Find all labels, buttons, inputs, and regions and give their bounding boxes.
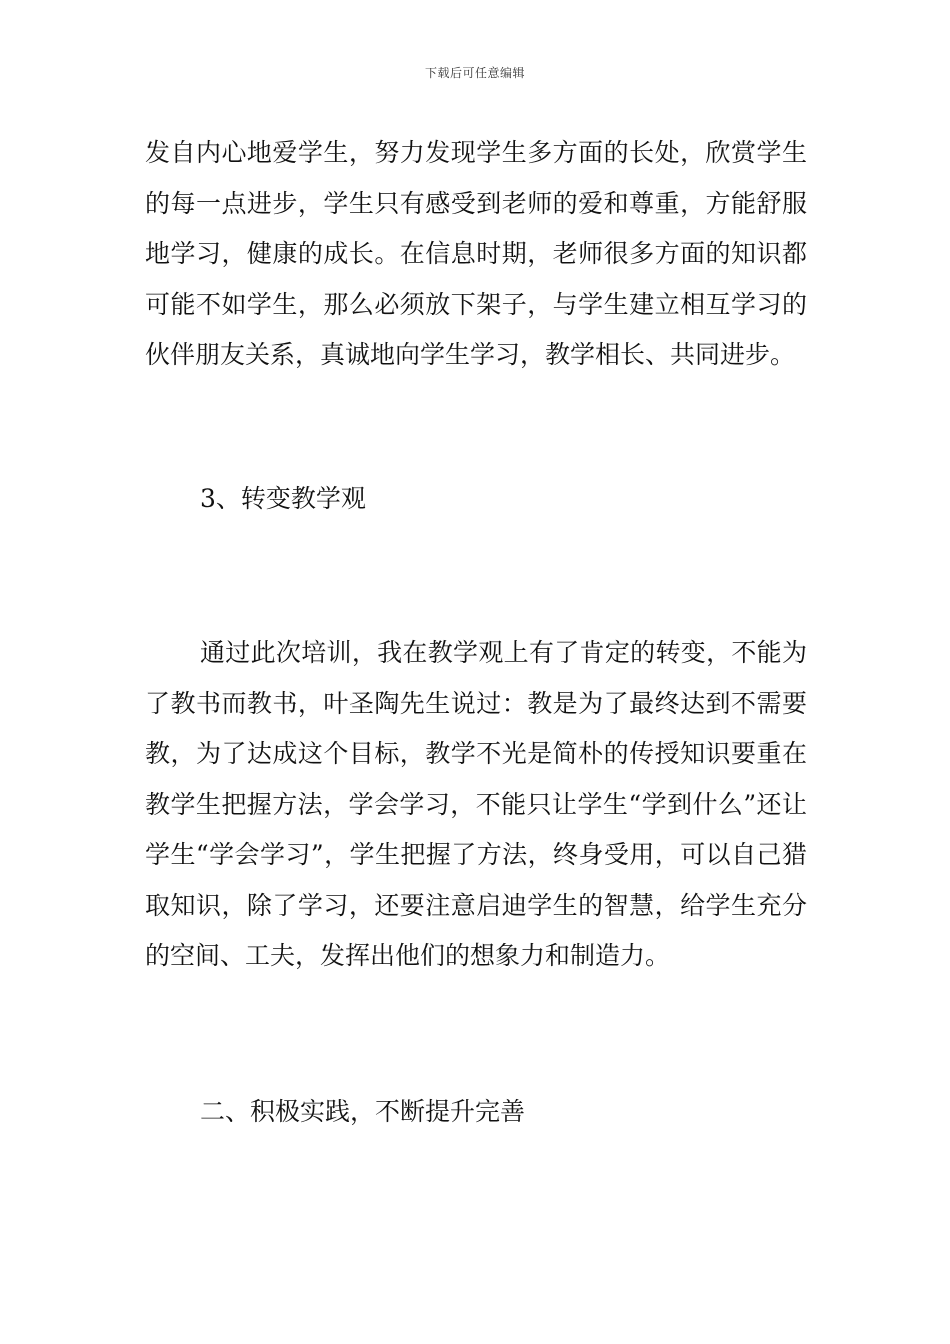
section-heading-practice: 二、积极实践，不断提升完善 xyxy=(200,1096,526,1126)
spacer xyxy=(145,381,807,474)
paragraph-teacher-student: 发自内心地爱学生，努力发现学生多方面的长处，欣赏学生的每一点进步，学生只有感受到老师的爱和尊重，方能舒服地学习，健康的成长。在信息时期，老师很多方面的知识都可能不如学生，那么必须放下架子，与学生建立相互学习的伙伴朋友关系，真诚地向学生学习，教学相长、共同进步。 xyxy=(145,138,807,369)
page-header: 下载后可任意编辑 xyxy=(424,66,525,80)
paragraph-teaching-view: 通过此次培训，我在教学观上有了肯定的转变，不能为了教书而教书，叶圣陶先生说过：教是为了最终达到不需要教，为了达成这个目标，教学不光是简朴的传授知识要重在教学生把握方法，学会学习，不能只让学生“学到什么”还让学生“学会学习”，学生把握了方法，终身受用，可以自己猎取知识，除了学习，还要注意启迪学生的智慧，给学生充分的空间、工夫，发挥出他们的想象力和制造力。 xyxy=(145,638,807,970)
subheading-teaching-view: 3、转变教学观 xyxy=(200,483,366,513)
spacer xyxy=(145,982,807,1087)
document-body xyxy=(145,128,807,1137)
spacer xyxy=(145,524,807,628)
